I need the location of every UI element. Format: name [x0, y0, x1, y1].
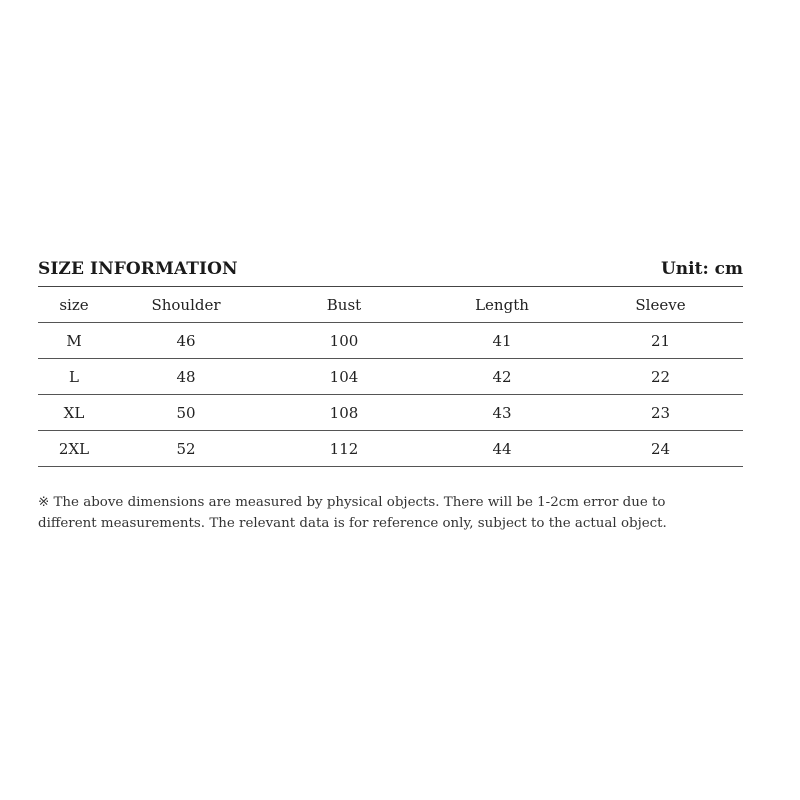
- note-line-1: ※ The above dimensions are measured by physical objects. There will be 1-2cm error due to: [38, 495, 666, 510]
- cell-shoulder: 46: [110, 323, 262, 359]
- unit-label: Unit: cm: [660, 259, 743, 279]
- size-information-title: SIZE INFORMATION: [38, 259, 238, 279]
- table-row: [38, 323, 743, 359]
- cell-bust: 112: [262, 431, 426, 467]
- table-header-row: [38, 287, 743, 323]
- size-table: [38, 287, 743, 467]
- column-header-sleeve: Sleeve: [578, 287, 743, 323]
- column-header-shoulder: Shoulder: [110, 287, 262, 323]
- size-header-row: [38, 256, 743, 287]
- cell-sleeve: 22: [578, 359, 743, 395]
- column-header-length: Length: [426, 287, 578, 323]
- cell-sleeve: 23: [578, 395, 743, 431]
- cell-bust: 108: [262, 395, 426, 431]
- cell-size: L: [38, 359, 110, 395]
- table-row: [38, 359, 743, 395]
- cell-size: 2XL: [38, 431, 110, 467]
- cell-size: XL: [38, 395, 110, 431]
- note-line-2: different measurements. The relevant data is for reference only, subject to the actual object.: [38, 516, 667, 531]
- cell-bust: 100: [262, 323, 426, 359]
- table-row: [38, 431, 743, 467]
- cell-shoulder: 48: [110, 359, 262, 395]
- measurement-note: [38, 492, 743, 534]
- cell-size: M: [38, 323, 110, 359]
- cell-length: 42: [426, 359, 578, 395]
- column-header-bust: Bust: [262, 287, 426, 323]
- size-information-section: [38, 256, 743, 467]
- cell-length: 41: [426, 323, 578, 359]
- cell-length: 44: [426, 431, 578, 467]
- table-row: [38, 395, 743, 431]
- column-header-size: size: [38, 287, 110, 323]
- cell-length: 43: [426, 395, 578, 431]
- cell-shoulder: 52: [110, 431, 262, 467]
- cell-shoulder: 50: [110, 395, 262, 431]
- cell-bust: 104: [262, 359, 426, 395]
- cell-sleeve: 24: [578, 431, 743, 467]
- cell-sleeve: 21: [578, 323, 743, 359]
